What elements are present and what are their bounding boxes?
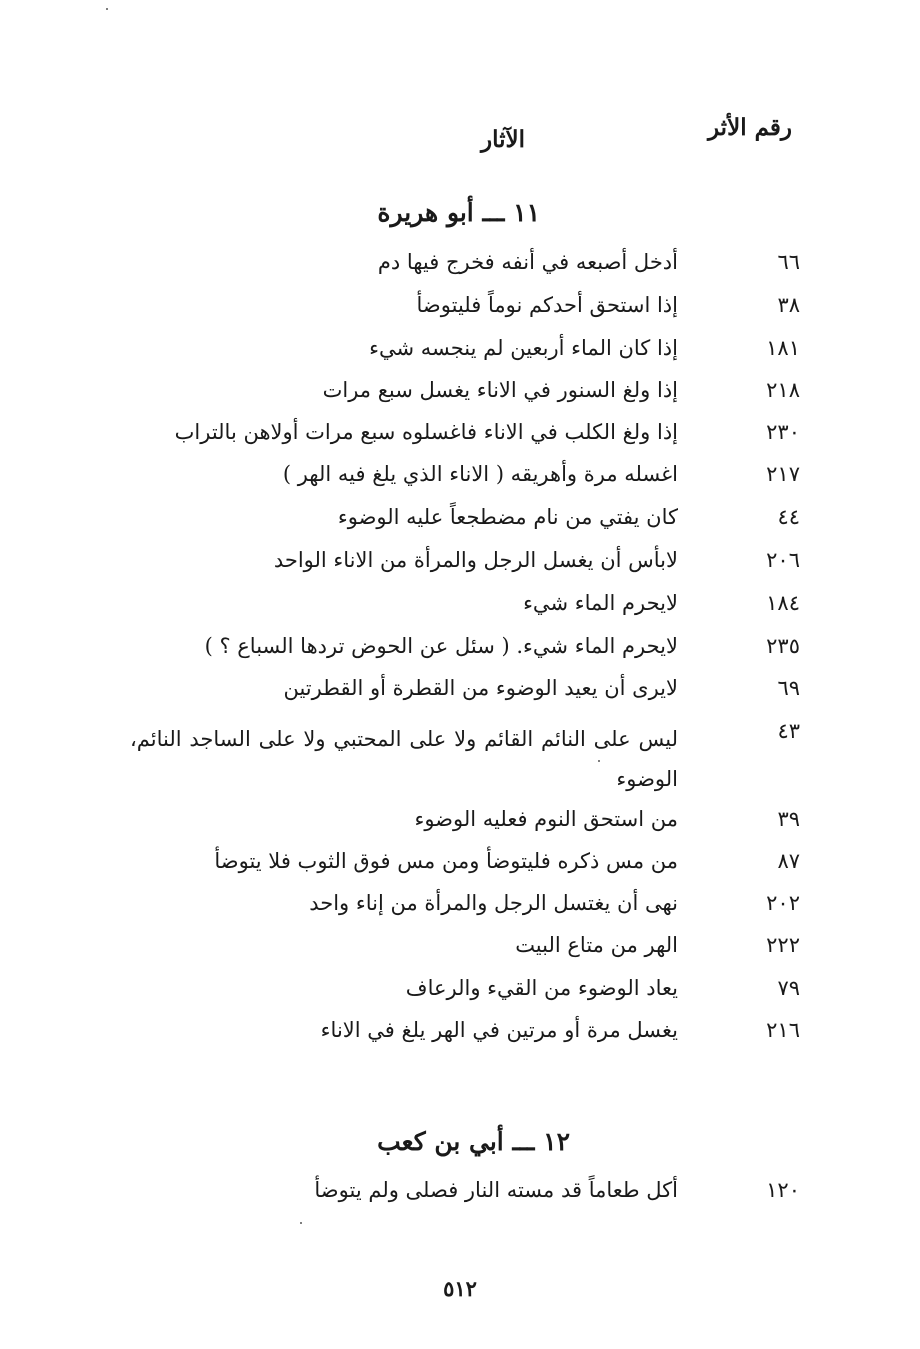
entry-number: ٣٩ — [777, 807, 800, 831]
entry-text: لايرى أن يعيد الوضوء من القطرة أو القطرتين — [283, 676, 678, 700]
index-row — [0, 505, 920, 547]
index-row — [0, 891, 920, 933]
entry-number: ١٨١ — [766, 336, 800, 360]
entry-text: اغسله مرة وأهريقه ( الاناء الذي يلغ فيه الهر ) — [282, 462, 678, 486]
entry-number: ٢٠٦ — [766, 548, 800, 572]
index-row — [0, 1178, 920, 1220]
index-row — [0, 548, 920, 590]
index-row — [0, 976, 920, 1018]
entry-number: ٢١٦ — [766, 1018, 800, 1042]
entry-number: ٢٢٢ — [766, 933, 800, 957]
entry-number: ٨٧ — [777, 849, 800, 873]
print-speck — [106, 8, 108, 10]
index-row — [0, 849, 920, 891]
index-row — [0, 336, 920, 378]
entry-text: نهى أن يغتسل الرجل والمرأة من إناء واحد — [309, 891, 678, 915]
entry-text: الهر من متاع البيت — [515, 933, 678, 957]
index-row — [0, 676, 920, 718]
column-header-number: رقم الأثر — [707, 114, 792, 141]
entry-text: لايحرم الماء شيء. ( سئل عن الحوض تردها السباع ؟ ) — [204, 634, 678, 658]
entry-text: أكل طعاماً قد مسته النار فصلى ولم يتوضأ — [314, 1178, 678, 1202]
index-row — [0, 420, 920, 462]
entry-text: يغسل مرة أو مرتين في الهر يلغ في الاناء — [320, 1018, 678, 1042]
print-speck — [300, 1222, 302, 1224]
entry-text: ليس على النائم القائم ولا على المحتبي ولا على الساجد النائم، الوضوء — [130, 727, 678, 791]
entry-number: ٤٣ — [777, 719, 800, 743]
index-row — [0, 719, 920, 803]
entry-number: ٣٨ — [777, 293, 800, 317]
index-row — [0, 1018, 920, 1060]
section-heading: ١٢ ـــ أبي بن كعب — [377, 1127, 570, 1156]
entry-text: إذا ولغ الكلب في الاناء فاغسلوه سبع مرات أولاهن بالتراب — [174, 420, 678, 444]
index-row — [0, 591, 920, 633]
entry-text: لابأس أن يغسل الرجل والمرأة من الاناء الواحد — [273, 548, 678, 572]
entry-text: من استحق النوم فعليه الوضوء — [414, 807, 678, 831]
entry-number: ٢٣٥ — [766, 634, 800, 658]
entry-text: إذا ولغ السنور في الاناء يغسل سبع مرات — [322, 378, 678, 402]
page-number: ٥١٢ — [443, 1276, 477, 1301]
index-row — [0, 634, 920, 676]
entry-number: ٦٦ — [777, 250, 800, 274]
entry-text: يعاد الوضوء من القيء والرعاف — [405, 976, 678, 1000]
entry-number: ٢١٧ — [766, 462, 800, 486]
index-row — [0, 933, 920, 975]
index-row — [0, 378, 920, 420]
column-header-title: الآثار — [480, 126, 525, 153]
entry-text: لايحرم الماء شيء — [523, 591, 678, 615]
entry-number: ٢٠٢ — [766, 891, 800, 915]
entry-number: ٤٤ — [777, 505, 800, 529]
entry-text: أدخل أصبعه في أنفه فخرج فيها دم — [377, 250, 678, 274]
index-row — [0, 462, 920, 504]
entry-number: ٢١٨ — [766, 378, 800, 402]
index-row — [0, 293, 920, 335]
entry-text: كان يفتي من نام مضطجعاً عليه الوضوء — [337, 505, 678, 529]
entry-number: ٦٩ — [777, 676, 800, 700]
entry-number: ٢٣٠ — [766, 420, 800, 444]
entry-number: ١٢٠ — [766, 1178, 800, 1202]
entry-text: من مس ذكره فليتوضأ ومن مس فوق الثوب فلا يتوضأ — [214, 849, 678, 873]
entry-text: إذا كان الماء أربعين لم ينجسه شيء — [369, 336, 678, 360]
entry-number: ١٨٤ — [766, 591, 800, 615]
index-row — [0, 250, 920, 292]
section-heading: ١١ ـــ أبو هريرة — [377, 198, 540, 227]
index-row — [0, 807, 920, 849]
entry-number: ٧٩ — [777, 976, 800, 1000]
entry-text: إذا استحق أحدكم نوماً فليتوضأ — [416, 293, 678, 317]
